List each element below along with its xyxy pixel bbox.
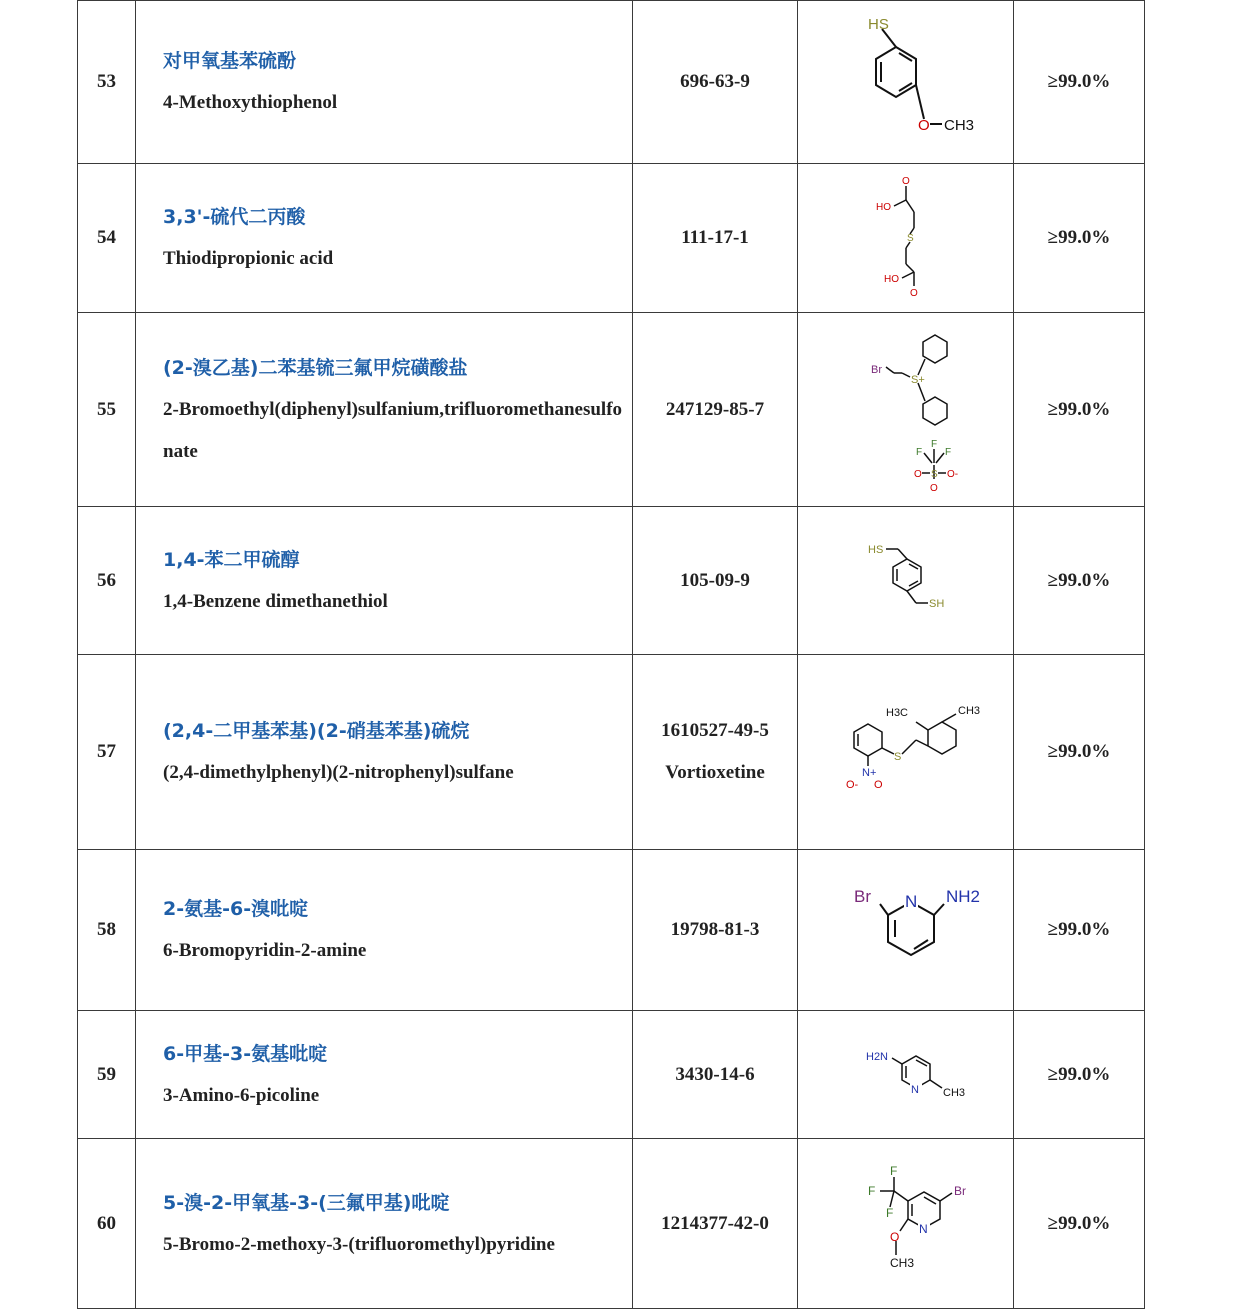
- english-name: 1,4-Benzene dimethanethiol: [163, 590, 388, 612]
- svg-text:HO: HO: [875, 202, 891, 213]
- purity: ≥99.0%: [1014, 164, 1145, 313]
- svg-text:O: O: [917, 117, 930, 134]
- svg-text:O: O: [889, 1229, 899, 1244]
- cas-number: 1214377-42-0: [633, 1139, 798, 1309]
- chinese-name: 3,3'-硫代二丙酸: [163, 206, 306, 228]
- row-number: 55: [78, 313, 136, 507]
- svg-text:S: S: [930, 469, 938, 480]
- cas-number: 3430-14-6: [633, 1011, 798, 1139]
- english-name: 2-Bromoethyl(diphenyl)sulfanium,trifluoromethanesulfonate: [163, 398, 623, 462]
- svg-text:F: F: [915, 447, 922, 458]
- product-alias: Vortioxetine: [665, 762, 765, 783]
- row-number: 54: [78, 164, 136, 313]
- svg-text:F: F: [885, 1205, 893, 1220]
- chinese-name: (2,4-二甲基苯基)(2-硝基苯基)硫烷: [163, 720, 470, 742]
- svg-text:O: O: [873, 779, 883, 791]
- svg-text:S: S: [893, 751, 901, 763]
- svg-text:O: O: [909, 288, 918, 299]
- row-number: 56: [78, 507, 136, 655]
- table-row: [78, 655, 1145, 850]
- svg-text:CH3: CH3: [943, 117, 974, 134]
- purity: ≥99.0%: [1014, 507, 1145, 655]
- english-name: 4-Methoxythiophenol: [163, 92, 338, 113]
- svg-text:CH3: CH3: [942, 1086, 965, 1099]
- english-name: 5-Bromo-2-methoxy-3-(trifluoromethyl)pyridine: [163, 1233, 555, 1255]
- svg-text:NH2: NH2: [945, 887, 980, 906]
- product-name-cell: [136, 850, 633, 1011]
- thiodipropionic-acid-structure-icon: [806, 168, 1006, 308]
- svg-text:CH3: CH3: [957, 705, 980, 717]
- svg-text:O: O: [929, 483, 938, 494]
- structure-cell: [798, 1, 1014, 164]
- product-table: [77, 0, 1145, 1309]
- table-row: [78, 313, 1145, 507]
- product-name-cell: [136, 1, 633, 164]
- cas-number: 696-63-9: [633, 1, 798, 164]
- row-number: 59: [78, 1011, 136, 1139]
- benzene-dimethanethiol-structure-icon: [806, 511, 1006, 651]
- svg-text:S+: S+: [910, 374, 925, 386]
- product-name-cell: [136, 1011, 633, 1139]
- english-name: 3-Amino-6-picoline: [163, 1084, 320, 1106]
- table-row: [78, 850, 1145, 1011]
- chinese-name: (2-溴乙基)二苯基锍三氟甲烷磺酸盐: [163, 356, 468, 379]
- bromo-methoxy-trifluoromethyl-pyridine-structure-icon: [806, 1149, 1006, 1299]
- cas-number: 1610527-49-5: [661, 720, 769, 741]
- svg-text:Br: Br: [853, 887, 871, 906]
- purity: ≥99.0%: [1014, 1, 1145, 164]
- chinese-name: 对甲氧基苯硫酚: [163, 50, 297, 72]
- chinese-name: 5-溴-2-甲氧基-3-(三氟甲基)吡啶: [163, 1191, 450, 1214]
- 4-methoxythiophenol-structure-icon: [806, 7, 1006, 157]
- svg-text:HS: HS: [867, 543, 883, 556]
- svg-text:HO: HO: [883, 274, 899, 285]
- chinese-name: 1,4-苯二甲硫醇: [163, 548, 300, 571]
- cas-number: 247129-85-7: [633, 313, 798, 507]
- purity: ≥99.0%: [1014, 850, 1145, 1011]
- svg-text:N: N: [918, 1221, 928, 1236]
- bromopyridin-amine-structure-icon: [806, 870, 1006, 990]
- purity: ≥99.0%: [1014, 313, 1145, 507]
- svg-text:O-: O-: [845, 779, 858, 791]
- svg-text:F: F: [944, 447, 951, 458]
- bromoethyl-diphenylsulfanium-triflate-structure-icon: [806, 317, 1006, 502]
- svg-text:N+: N+: [861, 767, 876, 779]
- table-row: [78, 1011, 1145, 1139]
- english-name: Thiodipropionic acid: [163, 248, 334, 269]
- amino-picoline-structure-icon: [806, 1020, 1006, 1130]
- svg-text:F: F: [930, 439, 937, 450]
- svg-text:F: F: [867, 1183, 875, 1198]
- chinese-name: 6-甲基-3-氨基吡啶: [163, 1042, 328, 1065]
- english-name: (2,4-dimethylphenyl)(2-nitrophenyl)sulfane: [163, 762, 514, 783]
- structure-cell: [798, 313, 1014, 507]
- cas-number: 19798-81-3: [633, 850, 798, 1011]
- structure-cell: [798, 850, 1014, 1011]
- svg-text:SH: SH: [928, 597, 944, 610]
- purity: ≥99.0%: [1014, 655, 1145, 850]
- table-row: [78, 1139, 1145, 1309]
- cas-number: 105-09-9: [633, 507, 798, 655]
- svg-text:HS: HS: [867, 16, 889, 33]
- row-number: 57: [78, 655, 136, 850]
- structure-cell: [798, 1139, 1014, 1309]
- product-name-cell: [136, 507, 633, 655]
- structure-cell: [798, 655, 1014, 850]
- structure-cell: [798, 1011, 1014, 1139]
- structure-cell: [798, 507, 1014, 655]
- svg-text:N: N: [910, 1083, 919, 1096]
- dimethylphenyl-nitrophenyl-sulfane-structure-icon: [806, 692, 1006, 812]
- chinese-name: 2-氨基-6-溴吡啶: [163, 898, 309, 920]
- svg-text:S: S: [906, 233, 914, 244]
- svg-text:O: O: [901, 176, 910, 187]
- product-name-cell: [136, 655, 633, 850]
- english-name: 6-Bromopyridin-2-amine: [163, 940, 367, 961]
- row-number: 60: [78, 1139, 136, 1309]
- svg-text:N: N: [904, 892, 917, 911]
- cas-number: 111-17-1: [633, 164, 798, 313]
- product-name-cell: [136, 1139, 633, 1309]
- product-name-cell: [136, 313, 633, 507]
- svg-text:O: O: [913, 469, 922, 480]
- svg-text:Br: Br: [870, 364, 882, 376]
- svg-text:H2N: H2N: [865, 1050, 888, 1063]
- svg-text:F: F: [889, 1163, 897, 1178]
- cas-number-cell: [633, 655, 798, 850]
- product-name-cell: [136, 164, 633, 313]
- svg-text:O-: O-: [946, 469, 958, 480]
- svg-text:Br: Br: [953, 1183, 966, 1198]
- table-row: [78, 507, 1145, 655]
- table-row: [78, 1, 1145, 164]
- purity: ≥99.0%: [1014, 1011, 1145, 1139]
- table-row: [78, 164, 1145, 313]
- row-number: 53: [78, 1, 136, 164]
- svg-text:H3C: H3C: [885, 707, 908, 719]
- structure-cell: [798, 164, 1014, 313]
- row-number: 58: [78, 850, 136, 1011]
- purity: ≥99.0%: [1014, 1139, 1145, 1309]
- svg-text:CH3: CH3: [889, 1255, 914, 1270]
